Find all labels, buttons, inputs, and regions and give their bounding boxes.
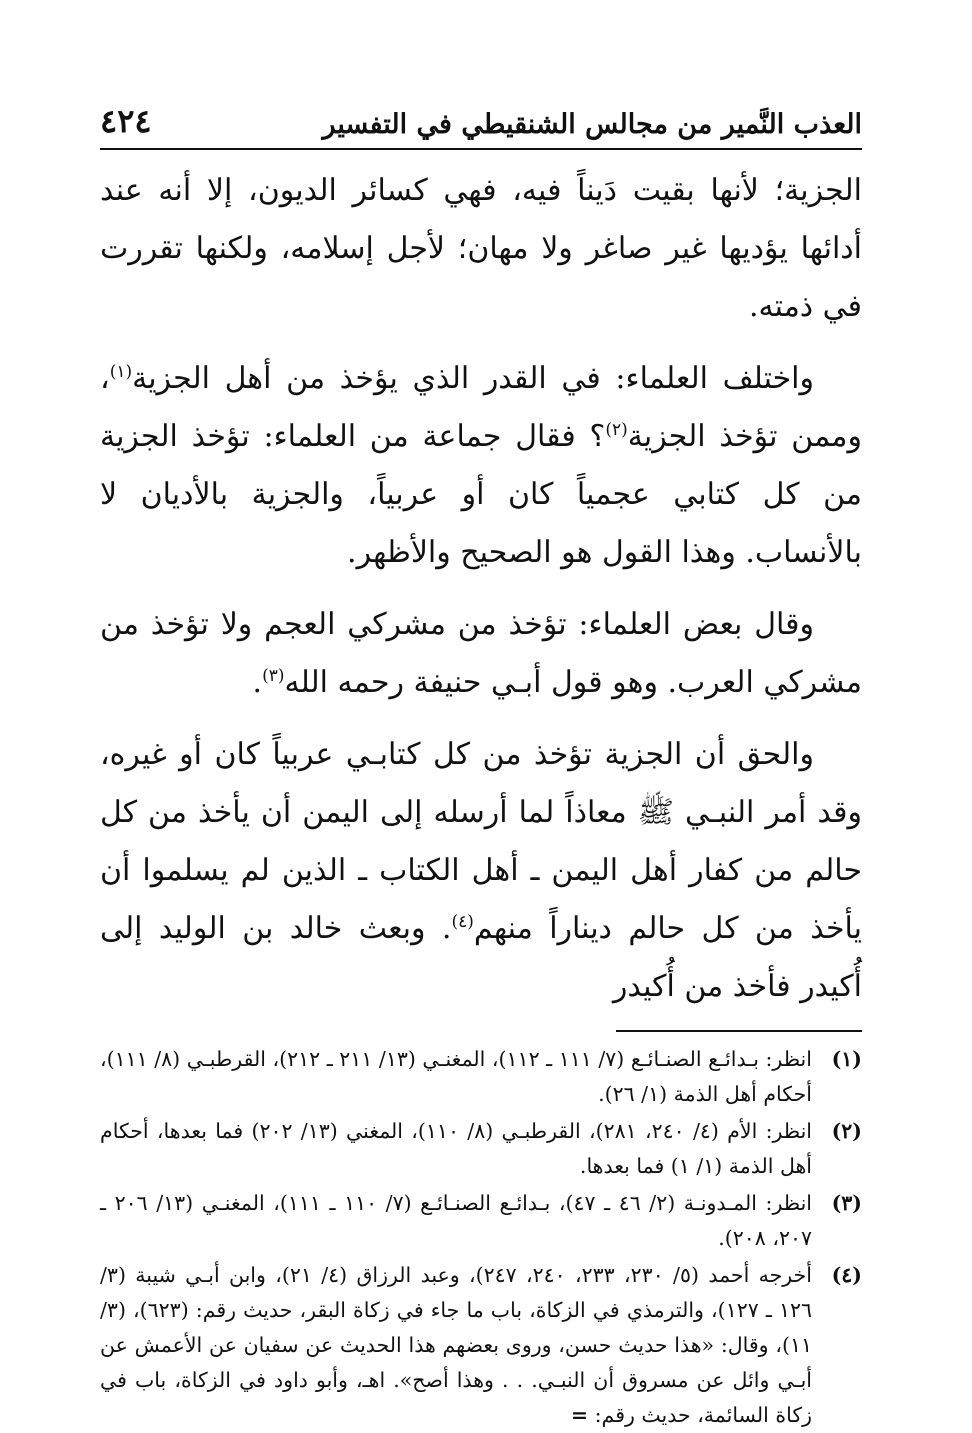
paragraph-text: ؟ فقال جماعة من العلماء: تؤخذ الجزية من كل كتابي عجمياً كان أو عربياً، والجزية بالأديان لا بالأنساب. وهذا القول هو الصحيح والأظهر. [100,419,862,570]
paragraph [100,726,862,1016]
paragraph-text: والحق أن الجزية تؤخذ من كل كتابـي عربياً كان أو غيره، وقد أمر النبـي ﷺ معاذاً لما أرسله إلى اليمن أن يأخذ من كل حالم من كفار أهل اليمن ـ أهل الكتاب ـ الذين لم يسلموا أن يأخذ من كل حالم ديناراً منهم [100,737,862,946]
footnote-body: أخرجه أحمد (٥/ ٢٣٠، ٢٣٣، ٢٤٠، ٢٤٧)، وعبد الرزاق (٤/ ٢١)، وابن أبـي شيبة (٣/ ١٢٦ ـ ١٢٧)، والترمذي في الزكاة، باب ما جاء في زكاة البقر، حديث رقم: (٦٢٣)، (٣/ ١١)، وقال: «هذا حديث حسن، وروى بعضهم هذا الحديث عن سفيان عن الأعمش عن أبـي وائل عن مسروق أن النبـي. . . وهذا أصح». اهـ، وأبو داود في الزكاة، باب في زكاة السائمة، حديث رقم: [100,1263,812,1427]
continuation-mark: = [570,1403,589,1427]
header-rule [100,148,862,150]
footnotes [100,1042,862,1433]
footnote [100,1258,862,1433]
footnote-number: (١) [831,1047,862,1071]
page-number: ٤٢٤ [100,102,152,140]
footnote-text: انظر: بـدائـع الصنـائـع (٧/ ١١١ ـ ١١٢)، المغنـي (١٣/ ٢١١ ـ ٢١٢)، القرطبـي (٨/ ١١١)، أحكام أهل الذمة (١/ ٢٦). [100,1047,812,1106]
paragraph-text: . [252,665,263,700]
footnote-ref[interactable]: (٢) [605,420,628,440]
paragraph-text: ، وممن تؤخذ الجزية [100,361,862,454]
footnote [100,1114,862,1184]
paragraph [100,162,862,336]
footnote-ref[interactable]: (١) [109,362,133,382]
paragraph-text: وقال بعض العلماء: تؤخذ من مشركي العجم ولا تؤخذ من مشركي العرب. وهو قول أبـي حنيفة رحمه الله [100,607,862,700]
page-header [100,92,862,146]
footnote-text: انظر: المـدونـة (٢/ ٤٦ ـ ٤٧)، بـدائـع الصنـائـع (٧/ ١١٠ ـ ١١١)، المغنـي (١٣/ ٢٠٦ ـ ٢٠٧، ٢٠٨). [100,1191,812,1250]
footnote-text [100,1258,812,1433]
main-text [100,162,862,1016]
footnote-ref[interactable]: (٤) [451,912,474,932]
footnote-ref[interactable]: (٣) [262,666,285,686]
footnote [100,1186,862,1256]
paragraph-text: واختلف العلماء: في القدر الذي يؤخذ من أهل الجزية [132,361,814,396]
book-page [100,92,862,1427]
footnote-separator [616,1030,862,1032]
footnote [100,1042,862,1112]
paragraph-text: الجزية؛ لأنها بقيت دَيناً فيه، فهي كسائر الديون، إلا أنه عند أدائها يؤديها غير صاغر ولا مهان؛ لأجل إسلامه، ولكنها تقررت في ذمته. [100,173,862,324]
footnote-number: (٣) [831,1191,862,1215]
paragraph [100,596,862,712]
footnote-number: (٢) [831,1119,862,1143]
paragraph [100,350,862,582]
running-title: العذب النَّمير من مجالس الشنقيطي في التفسير [322,109,862,140]
footnote-text: انظر: الأم (٤/ ٢٤٠، ٢٨١)، القرطبـي (٨/ ١١٠)، المغني (١٣/ ٢٠٢) فما بعدها، أحكام أهل الذمة (١/ ١) فما بعدها. [100,1119,812,1178]
paragraph-text: . وبعث خالد بن الوليد إلى أُكيدر فأخذ من أُكيدر [100,911,862,1004]
footnote-number: (٤) [831,1263,862,1287]
